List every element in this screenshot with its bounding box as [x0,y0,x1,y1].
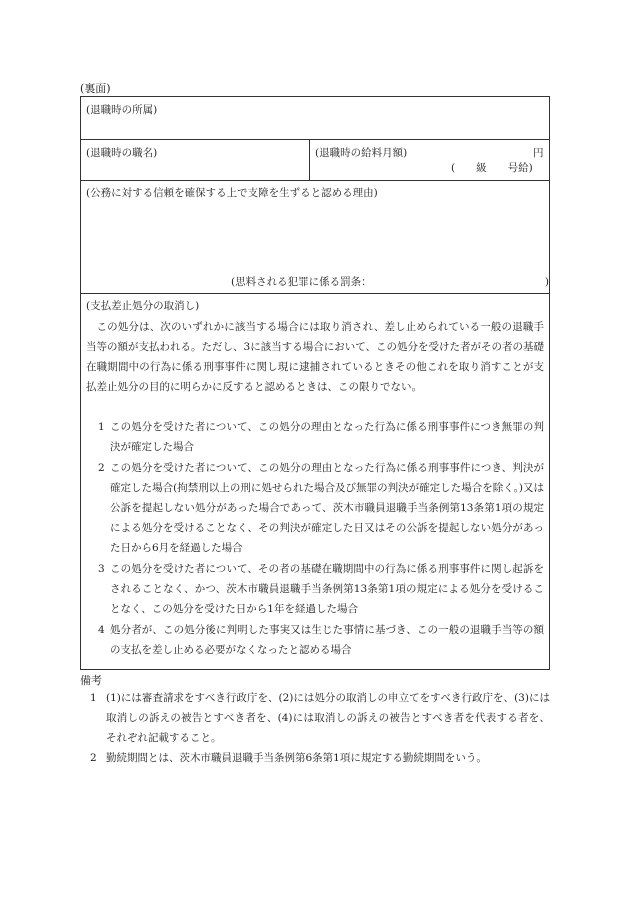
column-divider [309,139,310,180]
grade-text: ( 級 号給) [451,162,533,174]
note-item [90,688,550,748]
page-heading: (裏面) [80,82,111,95]
salary-label: (退職時の給料月額) [315,147,408,159]
item-text: この処分を受けた者について、この処分の理由となった行為に係る刑事事件につき無罪の判決が確定した場合 [110,421,544,453]
item-text: 処分者が、この処分後に判明した事実又は生じた事情に基づき、この一般の退職手当等の額の支払を差し止める必要がなくなったと認める場合 [110,624,544,656]
row-divider [81,139,549,140]
cancellation-item [86,559,544,619]
row-divider [81,293,549,294]
cancellation-item [86,620,544,660]
affiliation-label: (退職時の所属) [86,104,158,116]
cancellation-item [86,458,544,558]
note-number: 1 [90,692,97,704]
item-number: 2 [98,462,105,474]
cancellation-title: (支払差止処分の取消し) [86,300,200,312]
item-text: この処分を受けた者について、この処分の理由となった行為に係る刑事事件につき、判決が確定した場合(拘禁刑以上の刑に処せられた場合及び無罪の判決が確定した場合を除く。)又は公訴を提起しない処分があった場合であって、茨木市職員退職手当条例第13条第1項の規定による処分を受けることなく、その判決が確定した日又はその公訴を提起しない処分があった日から6月を経過した場合 [110,462,544,554]
note-text: (1)には審査請求をすべき行政庁を、(2)には処分の取消しの申立てをすべき行政庁を、(3)には取消しの訴えの被告とすべき者を、(4)には取消しの訴えの被告とすべき者を代表する者を、それぞれ記載すること。 [106,692,550,744]
cancellation-intro: この処分は、次のいずれかに該当する場合には取り消され、差し止められている一般の退職手当等の額が支払われる。ただし、3に該当する場合において、この処分を受けた者がその者の基礎在職期間中の行為に係る刑事事件に関し現に逮捕されているときその他これを取り消すことが支払差止処分の目的に明らかに反すると認めるときは、この限りでない。 [86,321,544,393]
note-number: 2 [90,752,97,764]
cancellation-item [86,417,544,457]
row-divider [81,180,549,181]
item-text: この処分を受けた者について、その者の基礎在職期間中の行為に係る刑事事件に関し起訴をされることなく、かつ、茨木市職員退職手当条例第13条第1項の規定による処分を受けることなく、この処分を受けた日から1年を経過した場合 [110,563,544,615]
item-number: 4 [98,624,105,636]
note-text: 勤続期間とは、茨木市職員退職手当条例第6条第1項に規定する勤続期間をいう。 [106,752,487,764]
salary-unit: 円 [533,147,544,159]
position-label: (退職時の職名) [86,147,158,159]
item-number: 1 [98,421,105,433]
crime-label: (思料される犯罪に係る罰条： ) [231,276,549,288]
item-number: 3 [98,563,105,575]
notes-heading: 備考 [80,674,102,687]
reason-label: (公務に対する信頼を確保する上で支障を生ずると認める理由) [86,187,378,199]
retirement-allowance-form [80,96,550,670]
note-item [90,748,550,768]
